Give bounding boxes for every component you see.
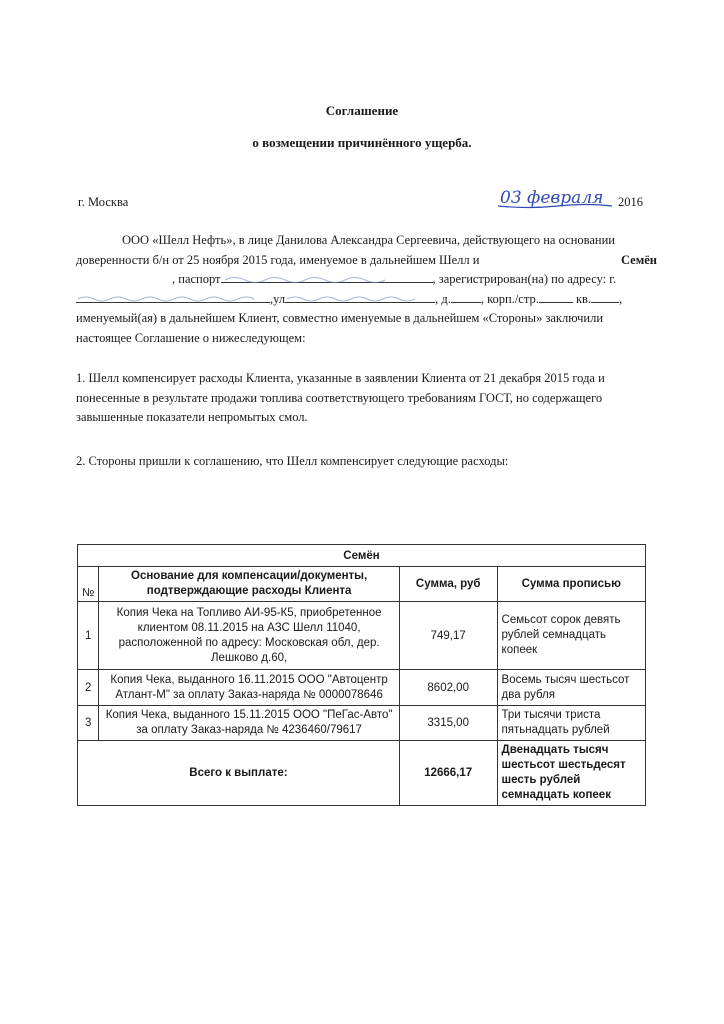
address-house-blank xyxy=(451,292,481,303)
para2-line2: понесенные в результате продажи топлива соответствующего требованиям ГОСТ, но содержащего xyxy=(76,390,603,405)
row-basis: Копия Чека на Топливо АИ-95-К5, приобретенное клиентом 08.11.2015 на АЗС Шелл 11040, расположенной по адресу: Московская обл, дер. Лешково д.60, xyxy=(99,602,400,670)
handwritten-date xyxy=(498,187,614,211)
table-row xyxy=(78,670,646,706)
row-num: 3 xyxy=(78,706,99,741)
table-row xyxy=(78,706,646,741)
compensation-table xyxy=(77,544,646,806)
table-total-row xyxy=(78,741,646,806)
table-header-row xyxy=(78,567,646,602)
para1-line6: настоящее Соглашение о нижеследующем: xyxy=(76,330,306,345)
document-title: Соглашение xyxy=(325,103,399,118)
address-city-blank xyxy=(76,292,270,303)
handwritten-date-text: 03 февраля xyxy=(500,188,604,208)
header-basis: Основание для компенсации/документы, подтверждающие расходы Клиента xyxy=(99,567,400,602)
total-sum: 12666,17 xyxy=(399,741,497,806)
row-sum: 749,17 xyxy=(399,602,497,670)
row-sum-words: Три тысячи триста пятьнадцать рублей xyxy=(497,706,645,741)
row-sum-words: Семьсот сорок девять рублей семнадцать копеек xyxy=(497,602,645,670)
paragraph-compensation-terms xyxy=(76,369,657,428)
row-sum: 3315,00 xyxy=(399,706,497,741)
row-num: 2 xyxy=(78,670,99,706)
client-first-name: Семён xyxy=(621,252,657,267)
para1-line4: ,ул , д. , корп./стр. кв. , xyxy=(76,290,657,310)
document-year: 2016 xyxy=(618,195,643,209)
row-basis: Копия Чека, выданного 16.11.2015 ООО "Автоцентр Атлант-М" за оплату Заказ-наряда № 0000078646 xyxy=(99,670,400,706)
total-sum-words: Двенадцать тысяч шестьсот шестьдесят шесть рублей семнадцать копеек xyxy=(497,741,645,806)
total-label: Всего к выплате: xyxy=(78,741,400,806)
row-basis: Копия Чека, выданного 15.11.2015 ООО "ПеГас-Авто" за оплату Заказ-наряда № 4236460/79617 xyxy=(99,706,400,741)
row-num: 1 xyxy=(78,602,99,670)
para2-line3: завышенные показатели непромытых смол. xyxy=(76,410,308,424)
table-client-name: Семён xyxy=(78,545,646,567)
header-words: Сумма прописью xyxy=(497,567,645,602)
passport-blank xyxy=(221,272,433,283)
row-sum: 8602,00 xyxy=(399,670,497,706)
city-label: г. Москва xyxy=(78,195,129,209)
document-subtitle: о возмещении причинённого ущерба. xyxy=(252,135,472,150)
address-street-blank xyxy=(285,292,435,303)
para1-line3: , паспорт , зарегистрирован(на) по адресу: г. xyxy=(172,272,617,286)
para3-line1: 2. Стороны пришли к соглашению, что Шелл компенсирует следующие расходы: xyxy=(76,454,509,468)
para1-line5: именуемый(ая) в дальнейшем Клиент, совместно именуемые в дальнейшем «Стороны» заключили xyxy=(76,311,604,325)
para1-line1: ООО «Шелл Нефть», в лице Данилова Александра Сергеевича, действующего на основании xyxy=(122,233,615,247)
address-building-blank xyxy=(539,292,573,303)
para2-line1: 1. Шелл компенсирует расходы Клиента, указанные в заявлении Клиента от 21 декабря 2015 года и xyxy=(76,371,605,385)
header-sum: Сумма, руб xyxy=(399,567,497,602)
paragraph-expenses-intro xyxy=(76,452,657,472)
table-client-row xyxy=(78,545,646,567)
para1-line2: доверенности б/н от 25 ноября 2015 года, именуемое в дальнейшем Шелл и Семён xyxy=(76,251,657,271)
paragraph-parties xyxy=(76,231,657,348)
header-num: № xyxy=(78,567,99,602)
row-sum-words: Восемь тысяч шестьсот два рубля xyxy=(497,670,645,706)
table-row xyxy=(78,602,646,670)
address-flat-blank xyxy=(591,292,619,303)
